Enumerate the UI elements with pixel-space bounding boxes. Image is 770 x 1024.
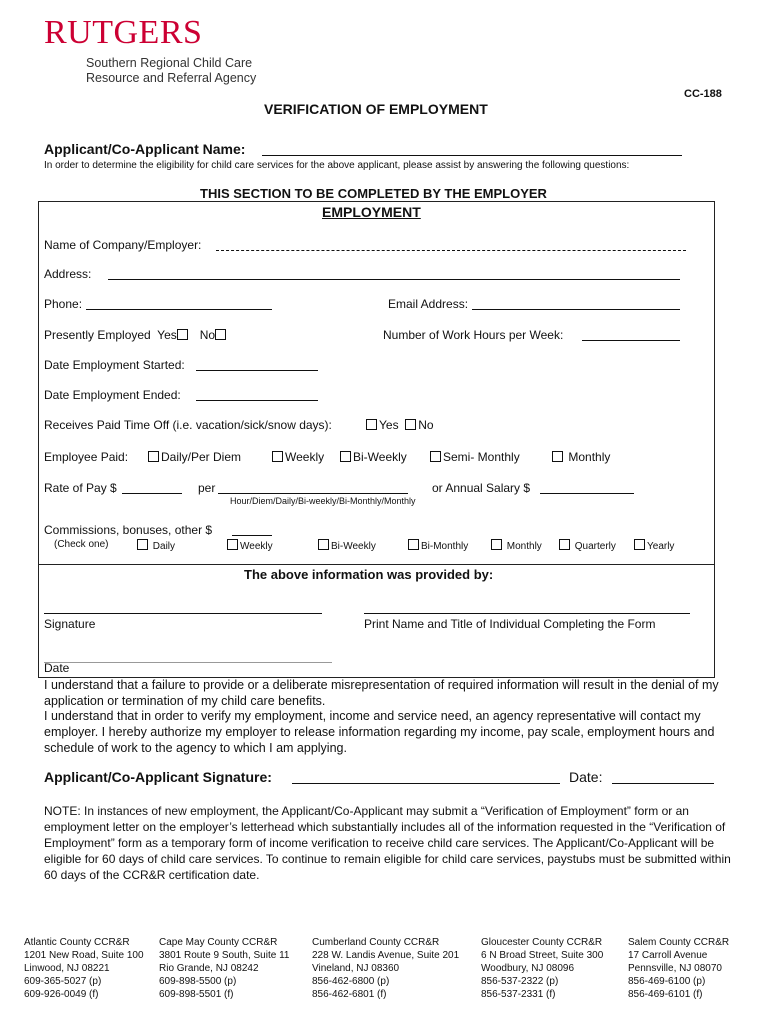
employed-no-checkbox[interactable] — [215, 329, 226, 340]
rutgers-logo: RUTGERS — [44, 14, 203, 51]
comm-bimonthly-label: Bi-Monthly — [421, 541, 469, 552]
pto-no-checkbox[interactable] — [405, 419, 416, 430]
employed-yes-label: Yes — [157, 328, 177, 342]
comm-quarterly-checkbox[interactable] — [559, 539, 570, 550]
employer-section-heading: THIS SECTION TO BE COMPLETED BY THE EMPLOYER — [200, 186, 547, 201]
per-field[interactable] — [218, 481, 408, 494]
comm-biweekly-label: Bi-Weekly — [331, 541, 376, 552]
form-code: CC-188 — [684, 88, 722, 100]
rate-label: Rate of Pay $ — [44, 481, 117, 495]
comm-weekly-checkbox[interactable] — [227, 539, 238, 550]
provided-by-label: The above information was provided by: — [244, 567, 494, 582]
office-phone: 609-898-5500 (p) — [159, 976, 237, 987]
pto-yes-label: Yes — [379, 418, 399, 432]
office-phone: 609-365-5027 (p) — [24, 976, 102, 987]
office-address-line1: 17 Carroll Avenue — [628, 950, 708, 961]
employment-title: EMPLOYMENT — [322, 204, 421, 220]
comm-daily-label: Daily — [152, 541, 176, 552]
comm-yearly-label: Yearly — [647, 541, 675, 552]
end-date-label: Date Employment Ended: — [44, 388, 181, 402]
address-field[interactable] — [108, 267, 680, 280]
signature-field[interactable] — [44, 601, 322, 614]
paid-daily-checkbox[interactable] — [148, 451, 159, 462]
office-gloucester — [481, 936, 603, 1001]
office-address-line2: Vineland, NJ 08360 — [312, 963, 400, 974]
consent-paragraph-2: I understand that in order to verify my employment, income and service need, an agency representative will contact my employer. I hereby authorize my employer to release information regarding my income, pay scale, employment hours and schedule of work to the agency to which I am applying. — [44, 709, 715, 755]
note-text: NOTE: In instances of new employment, the Applicant/Co-Applicant may submit a “Verification of Employment” form or an employment letter on the employer’s letterhead which substantially includes all of the information requested in the “Verification of Employment” form as a temporary form of income verification to receive child care services. The Applicant/Co-Applicant will be eligible for 60 days of child care services. To continue to remain eligible for child care services, paystubs must be submitted within 60 days of the CCR&R certification date. — [44, 804, 731, 882]
print-name-field[interactable] — [364, 601, 690, 614]
applicant-date-label: Date: — [569, 769, 603, 785]
agency-name-line2: Resource and Referral Agency — [86, 71, 257, 85]
signature-label: Signature — [44, 617, 96, 631]
employed-no-label: No — [199, 328, 216, 342]
employed-yes-checkbox[interactable] — [177, 329, 188, 340]
commission-label: Commissions, bonuses, other $ — [44, 523, 213, 537]
office-fax: 856-469-6101 (f) — [628, 989, 703, 1000]
check-one-label: (Check one) — [54, 539, 109, 550]
office-address-line1: 228 W. Landis Avenue, Suite 201 — [312, 950, 460, 961]
office-fax: 609-898-5501 (f) — [159, 989, 234, 1000]
employed-row — [44, 328, 228, 342]
start-date-field[interactable] — [196, 358, 318, 371]
comm-daily-checkbox[interactable] — [137, 539, 148, 550]
applicant-date-field[interactable] — [612, 770, 714, 784]
office-cape-may — [159, 936, 289, 1001]
print-name-label: Print Name and Title of Individual Completing the Form — [364, 617, 656, 631]
rate-field[interactable] — [122, 481, 182, 494]
pto-no-label: No — [418, 418, 434, 432]
office-fax: 856-462-6801 (f) — [312, 989, 387, 1000]
comm-yearly-checkbox[interactable] — [634, 539, 645, 550]
office-name: Salem County CCR&R — [628, 937, 730, 948]
hours-field[interactable] — [582, 328, 680, 341]
page-title: VERIFICATION OF EMPLOYMENT — [264, 101, 488, 117]
per-label: per — [198, 481, 216, 495]
office-cumberland — [312, 936, 459, 1001]
comm-biweekly-checkbox[interactable] — [318, 539, 329, 550]
email-field[interactable] — [472, 297, 680, 310]
office-atlantic — [24, 936, 144, 1001]
paid-daily-label: Daily/Per Diem — [161, 450, 242, 464]
pto-label: Receives Paid Time Off (i.e. vacation/sick/snow days): — [44, 418, 332, 432]
office-address-line2: Linwood, NJ 08221 — [24, 963, 110, 974]
salary-field[interactable] — [540, 481, 634, 494]
start-date-label: Date Employment Started: — [44, 358, 185, 372]
end-date-field[interactable] — [196, 388, 318, 401]
comm-bimonthly-checkbox[interactable] — [408, 539, 419, 550]
office-name: Gloucester County CCR&R — [481, 937, 603, 948]
office-fax: 609-926-0049 (f) — [24, 989, 99, 1000]
office-name: Cumberland County CCR&R — [312, 937, 440, 948]
office-name: Atlantic County CCR&R — [24, 937, 130, 948]
phone-field[interactable] — [86, 297, 272, 310]
paid-monthly-label: Monthly — [568, 450, 611, 464]
office-address-line1: 1201 New Road, Suite 100 — [24, 950, 144, 961]
per-hint: Hour/Diem/Daily/Bi-weekly/Bi-Monthly/Monthly — [230, 496, 416, 506]
comm-monthly-checkbox[interactable] — [491, 539, 502, 550]
employee-paid-label: Employee Paid: — [44, 450, 129, 464]
consent-paragraph-1: I understand that a failure to provide or a deliberate misrepresentation of required information will result in the denial of my application or termination of my child care benefits. — [44, 678, 719, 708]
email-label: Email Address: — [388, 297, 469, 311]
office-address-line2: Rio Grande, NJ 08242 — [159, 963, 259, 974]
office-phone: 856-469-6100 (p) — [628, 976, 706, 987]
address-label: Address: — [44, 267, 92, 281]
employed-label: Presently Employed — [44, 328, 151, 342]
applicant-name-field[interactable] — [262, 143, 682, 156]
section-divider — [38, 564, 714, 565]
company-label: Name of Company/Employer: — [44, 238, 202, 252]
office-address-line1: 3801 Route 9 South, Suite 11 — [159, 950, 290, 961]
office-address-line2: Pennsville, NJ 08070 — [628, 963, 722, 974]
office-name: Cape May County CCR&R — [159, 937, 278, 948]
applicant-signature-label: Applicant/Co-Applicant Signature: — [44, 769, 272, 785]
paid-semimonthly-checkbox[interactable] — [430, 451, 441, 462]
office-phone: 856-537-2322 (p) — [481, 976, 559, 987]
office-address-line2: Woodbury, NJ 08096 — [481, 963, 575, 974]
comm-quarterly-label: Quarterly — [574, 541, 616, 552]
salary-label: or Annual Salary $ — [432, 481, 531, 495]
comm-monthly-label: Monthly — [506, 541, 542, 552]
pto-yes-checkbox[interactable] — [366, 419, 377, 430]
office-address-line1: 6 N Broad Street, Suite 300 — [481, 950, 604, 961]
employer-date-field[interactable] — [44, 650, 332, 663]
pto-options — [366, 418, 434, 432]
company-field[interactable] — [216, 238, 686, 251]
paid-monthly-checkbox[interactable] — [552, 451, 563, 462]
office-salem — [628, 936, 729, 1001]
phone-label: Phone: — [44, 297, 83, 311]
office-fax: 856-537-2331 (f) — [481, 989, 556, 1000]
paid-biweekly-checkbox[interactable] — [340, 451, 351, 462]
paid-weekly-checkbox[interactable] — [272, 451, 283, 462]
paid-semimonthly-label: Semi- Monthly — [443, 450, 520, 464]
paid-biweekly-label: Bi-Weekly — [353, 450, 407, 464]
hours-label: Number of Work Hours per Week: — [383, 328, 564, 342]
applicant-signature-field[interactable] — [292, 770, 560, 784]
paid-weekly-label: Weekly — [285, 450, 325, 464]
intro-text: In order to determine the eligibility for child care services for the above applicant, please assist by answering the following questions: — [44, 160, 630, 171]
comm-weekly-label: Weekly — [240, 541, 273, 552]
agency-name-line1: Southern Regional Child Care — [86, 56, 253, 70]
applicant-name-label: Applicant/Co-Applicant Name: — [44, 141, 246, 157]
employer-date-label: Date — [44, 661, 70, 675]
commission-field[interactable] — [232, 523, 272, 536]
office-phone: 856-462-6800 (p) — [312, 976, 390, 987]
